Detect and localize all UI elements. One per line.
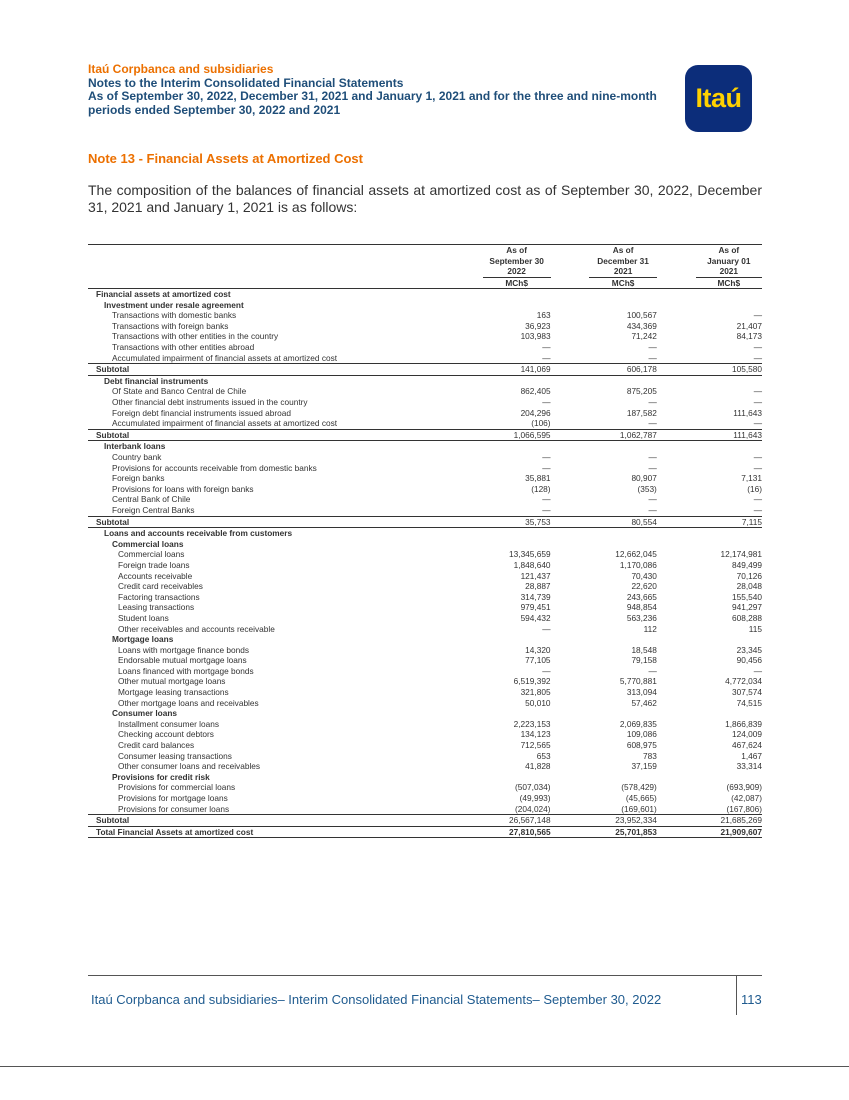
table-row <box>88 666 762 677</box>
cell-value: (128) <box>531 483 551 494</box>
row-label: Loans and accounts receivable from customers <box>104 528 293 539</box>
cell-value: 163 <box>536 310 551 321</box>
cell-value: — <box>648 494 657 505</box>
table-row <box>88 602 762 613</box>
cell-value: 21,685,269 <box>696 815 762 827</box>
cell-value: — <box>753 386 762 397</box>
cell-value: 1,170,086 <box>619 559 657 570</box>
row-label: Other financial debt instruments issued in the country <box>112 397 308 408</box>
cell-value: 103,983 <box>520 331 551 342</box>
table-row <box>88 463 762 474</box>
table-row <box>88 353 762 364</box>
cell-value: 4,772,034 <box>725 676 762 687</box>
company-name: Itaú Corpbanca and subsidiaries <box>88 62 274 76</box>
row-label: Investment under resale agreement <box>104 299 244 310</box>
cell-value: 307,574 <box>732 687 762 698</box>
cell-value: 948,854 <box>626 602 657 613</box>
table-row <box>88 505 762 516</box>
cell-value: (42,087) <box>731 793 762 803</box>
table-row <box>88 581 762 592</box>
section-row <box>88 772 762 783</box>
cell-value: 26,567,148 <box>483 815 551 827</box>
cell-value: (49,993) <box>519 793 551 803</box>
table-row <box>88 655 762 666</box>
cell-value: — <box>648 665 657 676</box>
section-row <box>88 441 762 452</box>
col-header-sep-2022: As of September 30 2022 <box>483 245 551 277</box>
row-label: Other consumer loans and receivables <box>118 761 261 772</box>
cell-value: 12,174,981 <box>720 549 762 560</box>
cell-value: 594,432 <box>520 612 551 623</box>
cell-value: (578,429) <box>621 782 657 793</box>
row-label: Subtotal <box>88 815 476 827</box>
cell-value: — <box>542 342 551 353</box>
total-row <box>88 826 762 838</box>
cell-value: 134,123 <box>520 729 551 740</box>
table-row <box>88 613 762 624</box>
table-row <box>88 571 762 582</box>
table-row <box>88 793 762 804</box>
cell-value: 653 <box>536 750 551 761</box>
section-row <box>88 708 762 719</box>
cell-value: 1,866,839 <box>725 718 762 729</box>
row-label: Provisions for loans with foreign banks <box>112 483 254 494</box>
table-row <box>88 676 762 687</box>
row-label: Subtotal <box>88 364 476 376</box>
row-label: Mortgage loans <box>112 634 174 645</box>
cell-value: 18,548 <box>631 644 657 655</box>
cell-value: 563,236 <box>626 612 657 623</box>
row-label: Consumer loans <box>112 708 178 719</box>
row-label: Provisions for consumer loans <box>118 803 230 814</box>
cell-value: — <box>696 505 762 516</box>
cell-value: 141,069 <box>483 364 551 376</box>
row-label: Interbank loans <box>104 441 166 452</box>
row-label: Debt financial instruments <box>104 375 209 386</box>
cell-value: 57,462 <box>631 697 657 708</box>
row-label: Accumulated impairment of financial assets at amortized cost <box>112 352 338 363</box>
cell-value: 50,010 <box>525 697 551 708</box>
row-label: Foreign debt financial instruments issued abroad <box>112 407 291 418</box>
cell-value: — <box>753 452 762 462</box>
cell-value: — <box>542 452 551 462</box>
cell-value: 23,952,334 <box>589 815 656 827</box>
row-label: Commercial loans <box>118 549 185 560</box>
cell-value: — <box>753 462 762 473</box>
intro-paragraph: The composition of the balances of financial assets at amortized cost as of September 30, 2022, December 31, 2021 and January 1, 2021 is as follows: <box>88 182 762 215</box>
row-label: Subtotal <box>88 429 476 441</box>
unit-label: MCh$ <box>483 277 551 289</box>
subtotal-row <box>88 516 762 528</box>
financial-assets-table <box>88 244 762 838</box>
cell-value: 70,126 <box>736 570 762 581</box>
cell-value: — <box>483 505 551 516</box>
table-row <box>88 624 762 635</box>
table-row <box>88 452 762 463</box>
cell-value: 105,580 <box>696 364 762 376</box>
row-label: Factoring transactions <box>118 591 200 602</box>
cell-value: 74,515 <box>736 697 762 708</box>
cell-value: 36,923 <box>525 320 551 331</box>
row-label: Of State and Banco Central de Chile <box>112 386 247 397</box>
section-row <box>88 528 762 539</box>
cell-value: 5,770,881 <box>619 676 657 687</box>
row-label: Loans with mortgage finance bonds <box>118 644 249 655</box>
cell-value: 22,620 <box>631 581 657 592</box>
subtotal-row <box>88 429 762 441</box>
footer-text: Itaú Corpbanca and subsidiaries– Interim Consolidated Financial Statements– September 30, 2022 <box>91 992 662 1007</box>
section-row <box>88 300 762 311</box>
cell-value: 712,565 <box>520 740 551 751</box>
row-label: Credit card balances <box>118 740 195 751</box>
cell-value: 313,094 <box>626 687 657 698</box>
cell-value: 467,624 <box>732 740 762 751</box>
row-label: Credit card receivables <box>118 581 203 592</box>
row-label: Transactions with domestic banks <box>112 310 237 321</box>
table-row <box>88 484 762 495</box>
cell-value: 35,881 <box>525 473 551 484</box>
unit-label: MCh$ <box>696 277 762 289</box>
col-header-jan-2021: As of January 01 2021 <box>696 245 762 277</box>
cell-value: (507,034) <box>515 782 551 793</box>
report-subtitle: Notes to the Interim Consolidated Financial Statements <box>88 75 404 90</box>
report-period: As of September 30, 2022, December 31, 2021 and January 1, 2021 and for the three and nine-month periods ended September 30, 2022 and 2021 <box>88 89 657 117</box>
cell-value: (204,024) <box>483 804 551 815</box>
note-title: Note 13 - Financial Assets at Amortized Cost <box>88 151 363 166</box>
cell-value: 1,066,595 <box>483 429 551 441</box>
table-row <box>88 549 762 560</box>
cell-value: 2,069,835 <box>619 718 657 729</box>
cell-value: 27,810,565 <box>483 826 551 838</box>
row-label: Central Bank of Chile <box>112 494 191 505</box>
cell-value: 321,805 <box>520 687 551 698</box>
cell-value: 33,314 <box>736 761 762 772</box>
cell-value: — <box>648 462 657 473</box>
row-label: Foreign Central Banks <box>112 504 195 515</box>
cell-value: 849,499 <box>732 559 762 570</box>
cell-value: 28,048 <box>736 581 762 592</box>
table-row <box>88 740 762 751</box>
row-label: Provisions for accounts receivable from domestic banks <box>112 462 317 473</box>
cell-value: 111,643 <box>696 429 762 441</box>
cell-value: 100,567 <box>626 310 657 321</box>
cell-value: — <box>542 623 551 634</box>
row-label: Foreign trade loans <box>118 559 190 570</box>
subtotal-row <box>88 815 762 827</box>
cell-value: — <box>589 505 656 516</box>
row-label: Consumer leasing transactions <box>118 750 232 761</box>
column-headers <box>88 245 762 277</box>
cell-value: — <box>753 397 762 408</box>
cell-value: 12,662,045 <box>615 549 657 560</box>
cell-value: 28,887 <box>525 581 551 592</box>
cell-value: 1,062,787 <box>589 429 656 441</box>
cell-value: 941,297 <box>732 602 762 613</box>
unit-label: MCh$ <box>589 277 656 289</box>
row-label: Subtotal <box>88 516 476 528</box>
cell-value: 84,173 <box>736 331 762 342</box>
cell-value: — <box>648 342 657 353</box>
table-row <box>88 331 762 342</box>
row-label: Leasing transactions <box>118 602 195 613</box>
cell-value: (16) <box>747 483 762 494</box>
row-label: Transactions with other entities in the country <box>112 331 279 342</box>
cell-value: — <box>483 353 551 364</box>
row-label: Provisions for credit risk <box>112 771 210 782</box>
cell-value: 115 <box>748 623 762 634</box>
cell-value: (169,601) <box>589 804 656 815</box>
row-label: Financial assets at amortized cost <box>96 289 231 300</box>
row-label: Other mortgage loans and receivables <box>118 697 259 708</box>
subtotal-row <box>88 364 762 376</box>
cell-value: 979,451 <box>520 602 551 613</box>
cell-value: 187,582 <box>626 407 657 418</box>
col-header-dec-2021: As of December 31 2021 <box>589 245 656 277</box>
cell-value: 111,643 <box>733 407 762 418</box>
cell-value: 204,296 <box>520 407 551 418</box>
cell-value: 41,828 <box>525 761 551 772</box>
cell-value: 25,701,853 <box>589 826 656 838</box>
cell-value: 23,345 <box>736 644 762 655</box>
cell-value: — <box>542 397 551 408</box>
itau-logo: Itaú <box>685 65 752 132</box>
cell-value: 2,223,153 <box>513 718 551 729</box>
cell-value: 1,467 <box>741 750 762 761</box>
table-row <box>88 342 762 353</box>
cell-value: 7,115 <box>696 516 762 528</box>
table-row <box>88 408 762 419</box>
cell-value: 80,554 <box>589 516 656 528</box>
row-label: Country bank <box>112 452 162 462</box>
cell-value: 608,288 <box>732 612 762 623</box>
section-row <box>88 539 762 550</box>
table-row <box>88 418 762 429</box>
cell-value: 21,407 <box>736 320 762 331</box>
table-row <box>88 782 762 793</box>
table-row <box>88 751 762 762</box>
unit-row <box>88 277 762 289</box>
table-row <box>88 761 762 772</box>
cell-value: 434,369 <box>626 320 657 331</box>
cell-value: 155,540 <box>732 591 762 602</box>
table-row <box>88 645 762 656</box>
cell-value: 862,405 <box>520 386 551 397</box>
row-label: Student loans <box>118 612 169 623</box>
cell-value: 90,456 <box>736 655 762 666</box>
cell-value: — <box>542 462 551 473</box>
table-row <box>88 310 762 321</box>
row-label: Foreign banks <box>112 473 165 484</box>
cell-value: — <box>648 397 657 408</box>
row-label: Accounts receivable <box>118 570 193 581</box>
cell-value: — <box>648 452 657 462</box>
row-label: Loans financed with mortgage bonds <box>118 665 254 676</box>
cell-value: 80,907 <box>631 473 657 484</box>
table-row <box>88 321 762 332</box>
row-label: Provisions for commercial loans <box>118 782 236 793</box>
cell-value: — <box>589 418 656 429</box>
table-row <box>88 560 762 571</box>
table-row <box>88 698 762 709</box>
cell-value: — <box>542 494 551 505</box>
row-label: Transactions with other entities abroad <box>112 342 255 353</box>
cell-value: 77,105 <box>525 655 551 666</box>
cell-value: 1,848,640 <box>513 559 551 570</box>
table-row <box>88 592 762 603</box>
cell-value: (693,909) <box>726 782 762 793</box>
section-row <box>88 289 762 300</box>
page-number: 113 <box>741 992 762 1007</box>
cell-value: 6,519,392 <box>513 676 551 687</box>
cell-value: — <box>696 353 762 364</box>
table-row <box>88 687 762 698</box>
row-label: Mortgage leasing transactions <box>118 687 229 698</box>
cell-value: 606,178 <box>589 364 656 376</box>
cell-value: (167,806) <box>696 804 762 815</box>
cell-value: 79,158 <box>631 655 657 666</box>
row-label: Commercial loans <box>112 538 184 549</box>
cell-value: 112 <box>643 623 657 634</box>
row-label: Total Financial Assets at amortized cost <box>88 826 476 838</box>
cell-value: — <box>696 418 762 429</box>
cell-value: (45,665) <box>625 793 657 803</box>
cell-value: — <box>542 665 551 676</box>
cell-value: (353) <box>637 483 657 494</box>
cell-value: 783 <box>642 750 657 761</box>
table-row <box>88 719 762 730</box>
cell-value: 37,159 <box>631 761 657 772</box>
cell-value: 121,437 <box>520 570 551 581</box>
table-row <box>88 804 762 815</box>
cell-value: 7,131 <box>741 473 762 484</box>
cell-value: — <box>753 310 762 321</box>
cell-value: — <box>753 342 762 353</box>
section-row <box>88 634 762 645</box>
cell-value: 21,909,607 <box>696 826 762 838</box>
cell-value: 243,665 <box>626 591 657 602</box>
footer-rule <box>88 975 762 976</box>
table-row <box>88 397 762 408</box>
cell-value: 71,242 <box>631 331 657 342</box>
cell-value: 35,753 <box>483 516 551 528</box>
cell-value: 14,320 <box>525 644 551 655</box>
cell-value: — <box>589 353 656 364</box>
page-bottom-rule <box>0 1066 849 1067</box>
cell-value: — <box>753 494 762 505</box>
table-row <box>88 494 762 505</box>
cell-value: 70,430 <box>631 570 657 581</box>
row-label: Installment consumer loans <box>118 718 219 729</box>
row-label: Other receivables and accounts receivable <box>118 623 275 634</box>
cell-value: (106) <box>483 418 551 429</box>
cell-value: 124,009 <box>732 729 762 740</box>
row-label: Checking account debtors <box>118 729 214 740</box>
table-row <box>88 473 762 484</box>
report-header <box>88 63 668 117</box>
footer-divider <box>736 975 737 1015</box>
row-label: Provisions for mortgage loans <box>118 793 228 803</box>
cell-value: 109,086 <box>626 729 657 740</box>
cell-value: — <box>753 665 762 676</box>
cell-value: 13,345,659 <box>509 549 551 560</box>
table-row <box>88 386 762 397</box>
table-row <box>88 729 762 740</box>
row-label: Other mutual mortgage loans <box>118 676 226 687</box>
cell-value: 608,975 <box>626 740 657 751</box>
row-label: Transactions with foreign banks <box>112 320 229 331</box>
section-row <box>88 375 762 386</box>
row-label: Accumulated impairment of financial assets at amortized cost <box>112 418 338 429</box>
cell-value: 314,739 <box>520 591 551 602</box>
row-label: Endorsable mutual mortgage loans <box>118 655 247 666</box>
cell-value: 875,205 <box>626 386 657 397</box>
